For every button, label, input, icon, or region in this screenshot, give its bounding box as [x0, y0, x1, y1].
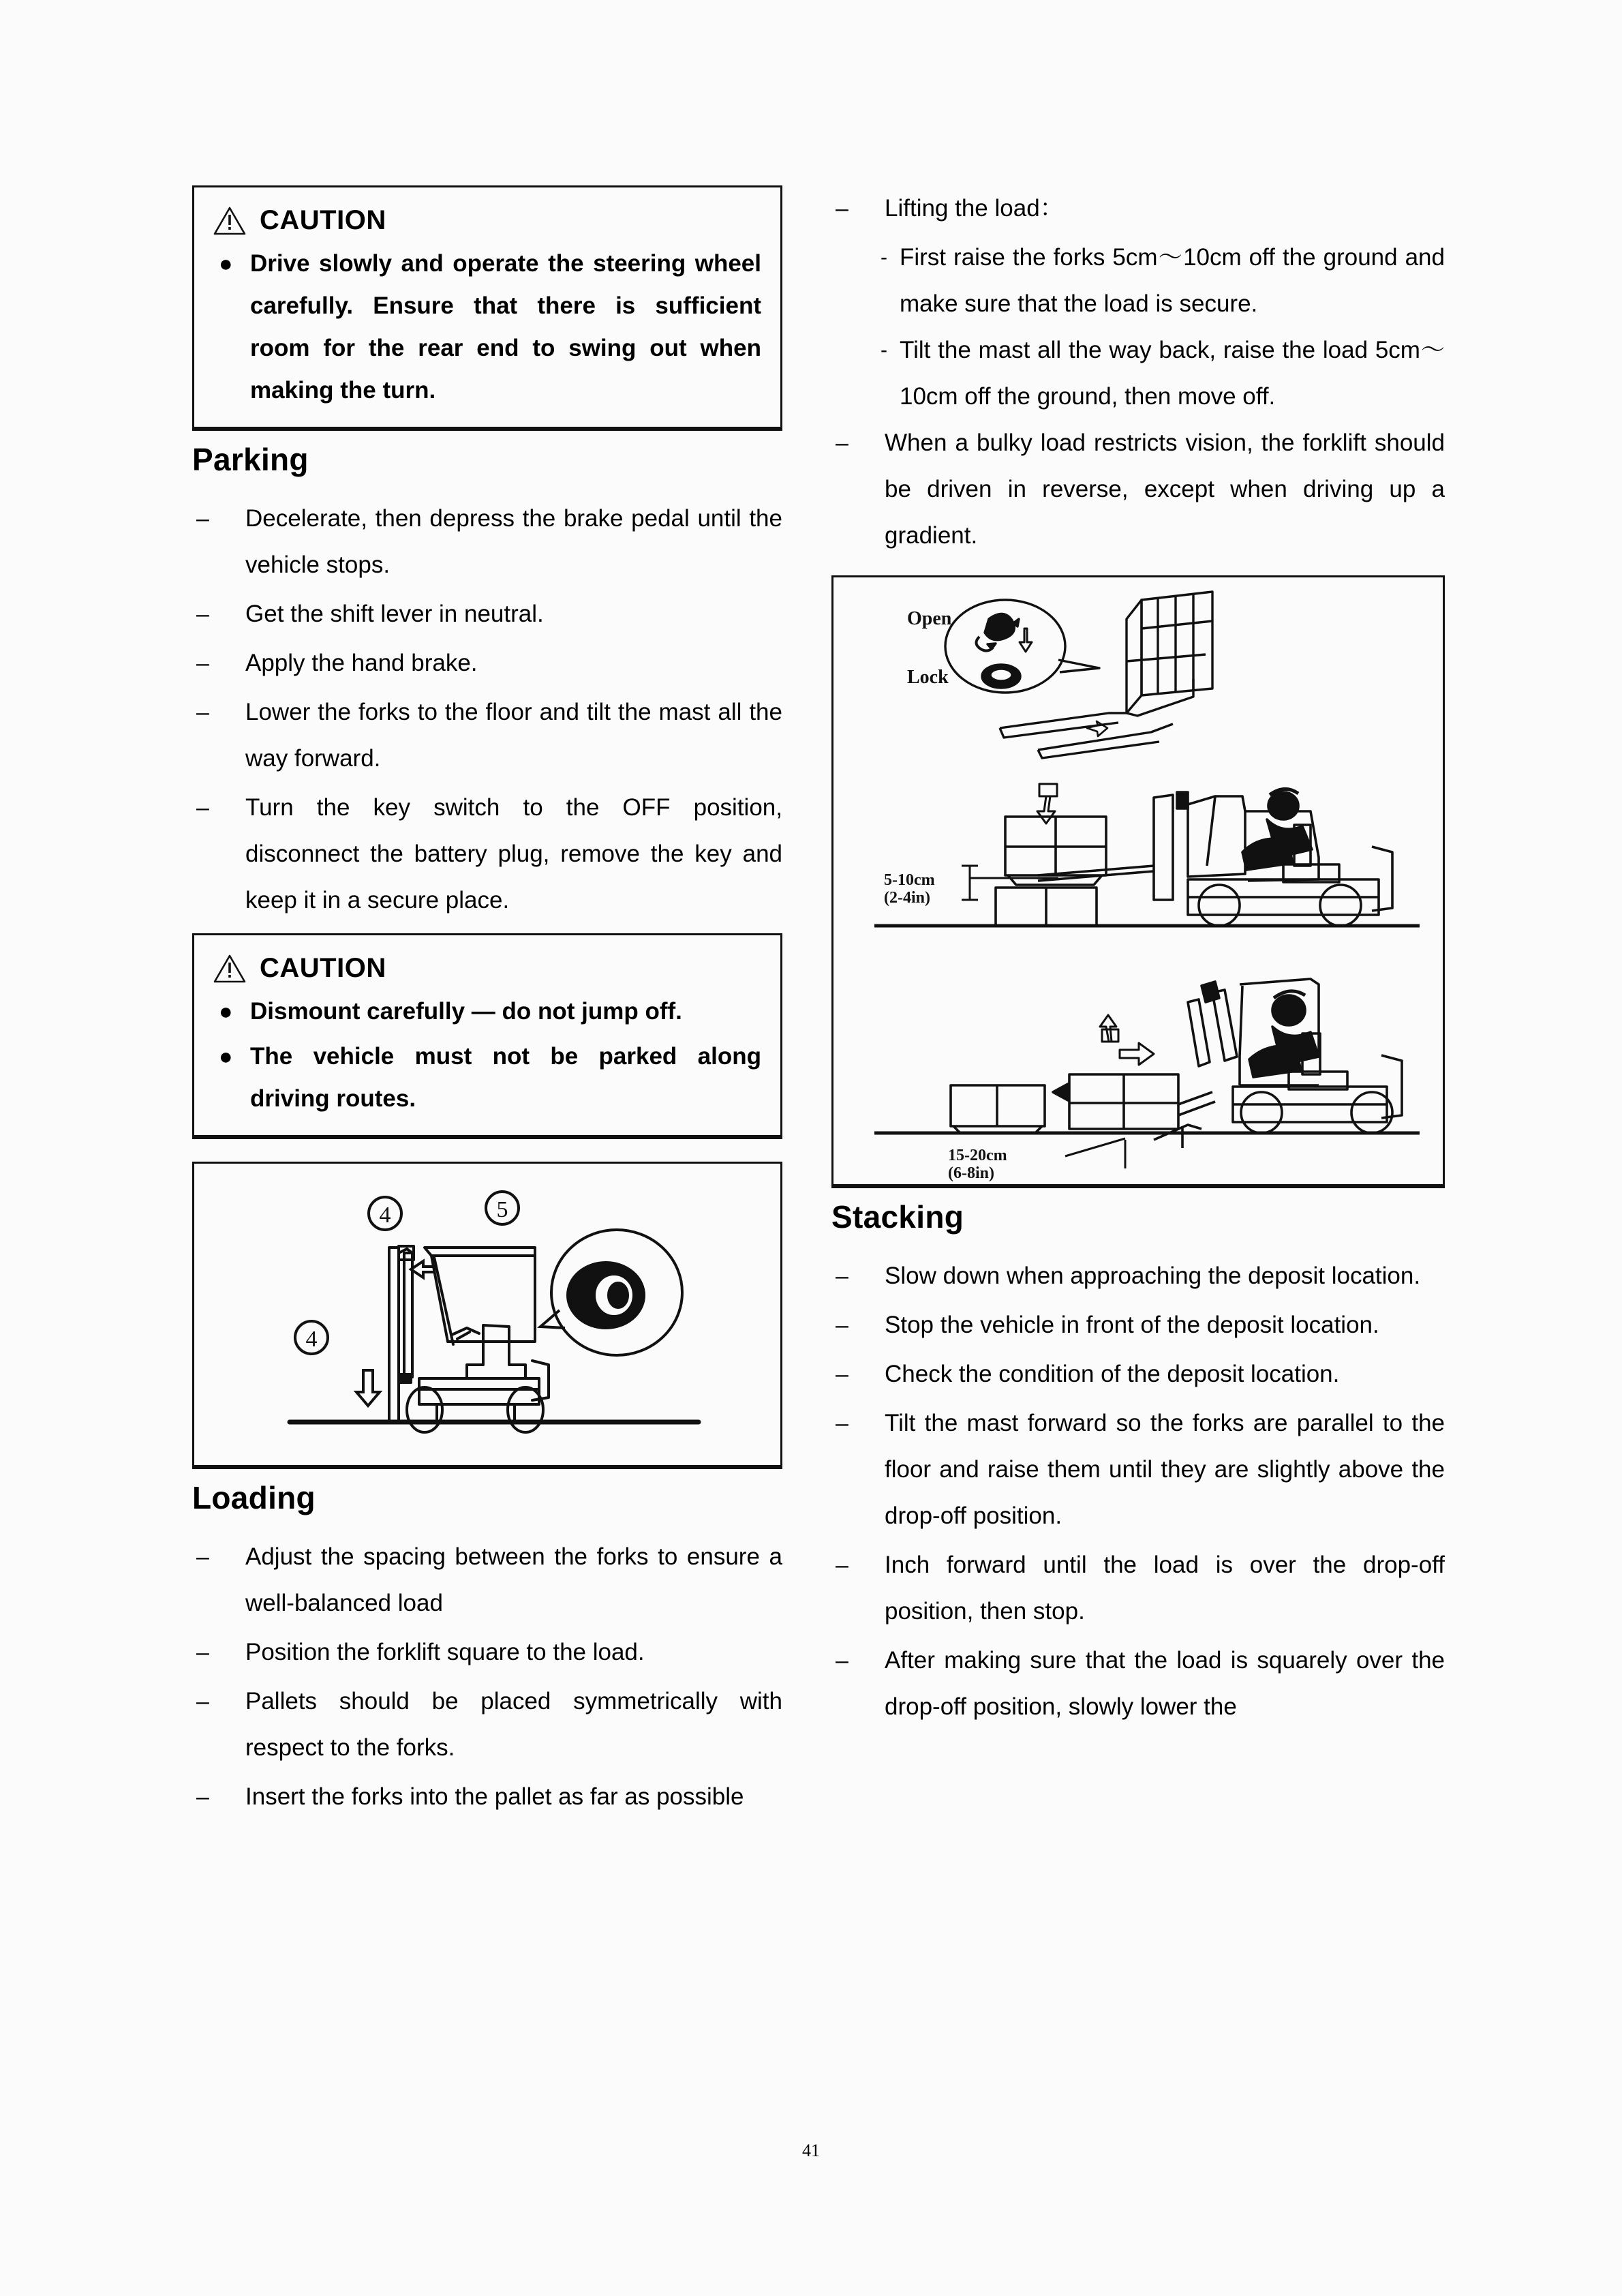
dash-marker: –	[196, 1544, 209, 1570]
list-item-text: Tilt the mast forward so the forks are parallel to the floor and raise them until they are slightly above the drop-off position.	[885, 1410, 1445, 1529]
dash-marker: –	[196, 1784, 209, 1810]
lower-arrow-icon	[356, 1370, 380, 1406]
dash-marker: –	[836, 1361, 848, 1387]
lifting-sublist	[881, 235, 1445, 420]
dash-marker: –	[836, 1552, 848, 1578]
callout-4-left	[295, 1321, 328, 1354]
svg-text:5: 5	[496, 1197, 508, 1222]
dash-marker: –	[196, 795, 209, 821]
caution-item	[213, 1036, 761, 1120]
dash-marker: –	[196, 506, 209, 532]
list-item	[192, 1534, 782, 1627]
dash-marker: –	[196, 650, 209, 676]
lifting-list	[831, 185, 1445, 232]
caution-header	[213, 205, 761, 236]
caution-item	[213, 243, 761, 412]
caution-box-top	[192, 185, 782, 429]
list-item	[831, 1302, 1445, 1348]
list-item	[831, 1400, 1445, 1539]
list-item	[192, 785, 782, 924]
callout-5-top	[486, 1192, 519, 1224]
svg-text:4: 4	[379, 1203, 391, 1228]
list-item-text: Slow down when approaching the deposit location.	[885, 1263, 1421, 1289]
page-number: 41	[802, 2141, 820, 2160]
label-lock: Lock	[907, 667, 949, 688]
caution-item-text: Drive slowly and operate the steering wheel carefully. Ensure that there is sufficient room for the rear end to swing out when making the turn.	[250, 250, 761, 404]
list-item-text: Apply the hand brake.	[245, 650, 478, 676]
loading-list	[192, 1534, 782, 1820]
dimension-6-8in: (6-8in)	[948, 1164, 994, 1182]
list-item-text: Stop the vehicle in front of the deposit location.	[885, 1312, 1379, 1338]
heading-parking: Parking	[192, 442, 309, 477]
dash-marker: –	[836, 196, 848, 222]
caution-title: CAUTION	[260, 205, 386, 235]
list-item-text: Turn the key switch to the OFF position, disconnect the battery plug, remove the key and keep it in a secure place.	[245, 794, 782, 913]
caution-item-text: Dismount carefully — do not jump off.	[250, 998, 682, 1025]
list-item-text: Insert the forks into the pallet as far as possible	[245, 1783, 744, 1810]
warning-triangle-icon	[213, 954, 246, 984]
list-item-text: After making sure that the load is squarely over the drop-off position, slowly lower the	[885, 1647, 1445, 1720]
list-item	[192, 591, 782, 637]
lifting-list-continued	[831, 420, 1445, 559]
dash-marker: –	[196, 1689, 209, 1715]
list-item	[192, 1774, 782, 1820]
dash-marker: –	[836, 1312, 848, 1338]
sub-list-item	[881, 235, 1445, 327]
list-item-text: Inch forward until the load is over the drop-off position, then stop.	[885, 1552, 1445, 1625]
dash-marker: –	[836, 1410, 848, 1436]
sub-dash-marker: -	[881, 246, 887, 269]
list-item	[831, 420, 1445, 559]
right-column	[831, 185, 1445, 1823]
caution-item	[213, 991, 761, 1033]
list-item	[831, 1542, 1445, 1635]
warning-triangle-icon	[213, 206, 246, 236]
list-item-text: Position the forklift square to the load.	[245, 1639, 645, 1665]
list-item	[831, 1637, 1445, 1730]
dash-marker: –	[196, 601, 209, 627]
dimension-2-4in: (2-4in)	[884, 889, 930, 907]
callout-4-top	[369, 1197, 401, 1230]
list-item	[192, 1678, 782, 1771]
left-column	[192, 185, 782, 1823]
list-item-text: Decelerate, then depress the brake pedal until the vehicle stops.	[245, 505, 782, 578]
tilt-arrow-icon	[411, 1261, 434, 1278]
sub-list-item-text: First raise the forks 5cm～10cm off the ground and make sure that the load is secure.	[900, 244, 1445, 317]
dash-marker: –	[836, 1648, 848, 1674]
bullet-icon: ●	[219, 1044, 233, 1070]
sub-dash-marker: -	[881, 339, 887, 361]
heading-loading: Loading	[192, 1480, 316, 1515]
bullet-icon: ●	[219, 251, 233, 277]
forklift-parking-illustration	[194, 1164, 780, 1465]
list-item	[831, 1253, 1445, 1299]
figure-parking-diagram	[192, 1162, 782, 1467]
list-item	[192, 689, 782, 782]
bullet-icon: ●	[219, 999, 233, 1025]
list-item	[831, 1351, 1445, 1398]
list-item-text: Get the shift lever in neutral.	[245, 601, 544, 627]
stacking-list	[831, 1253, 1445, 1730]
list-item-text: Pallets should be placed symmetrically with respect to the forks.	[245, 1688, 782, 1761]
list-item-text: Check the condition of the deposit location.	[885, 1361, 1340, 1387]
list-item-text: Lower the forks to the floor and tilt the mast all the way forward.	[245, 699, 782, 772]
list-item	[192, 496, 782, 588]
dimension-15-20cm: 15-20cm	[948, 1147, 1007, 1164]
list-item-text: Adjust the spacing between the forks to ensure a well-balanced load	[245, 1543, 782, 1616]
key-switch-detail	[540, 1230, 682, 1355]
list-item	[831, 185, 1445, 232]
heading-stacking: Stacking	[831, 1199, 964, 1235]
lifting-sublist-wrapper	[831, 235, 1445, 420]
caution-box-bottom	[192, 933, 782, 1137]
dash-marker: –	[836, 430, 848, 456]
dash-marker: –	[196, 1640, 209, 1665]
list-item	[192, 1629, 782, 1676]
list-item-text: When a bulky load restricts vision, the forklift should be driven in reverse, except when driving up a gradient.	[885, 429, 1445, 549]
dash-marker: –	[836, 1263, 848, 1289]
dash-marker: –	[196, 699, 209, 725]
caution-header	[213, 953, 761, 984]
list-item	[192, 640, 782, 686]
forklift-stacking-illustration	[833, 577, 1443, 1184]
caution-item-text: The vehicle must not be parked along driving routes.	[250, 1043, 761, 1112]
list-item-text: Lifting the load：	[885, 195, 1064, 222]
figure-stacking-diagram	[831, 575, 1445, 1186]
caution-title: CAUTION	[260, 953, 386, 983]
parking-list	[192, 496, 782, 924]
two-column-body	[192, 185, 1445, 1823]
svg-text:4: 4	[305, 1327, 318, 1352]
sub-list-item	[881, 327, 1445, 420]
dimension-5-10cm: 5-10cm	[884, 871, 935, 889]
sub-list-item-text: Tilt the mast all the way back, raise the load 5cm～10cm off the ground, then move off.	[900, 337, 1445, 410]
label-open: Open	[907, 608, 952, 629]
